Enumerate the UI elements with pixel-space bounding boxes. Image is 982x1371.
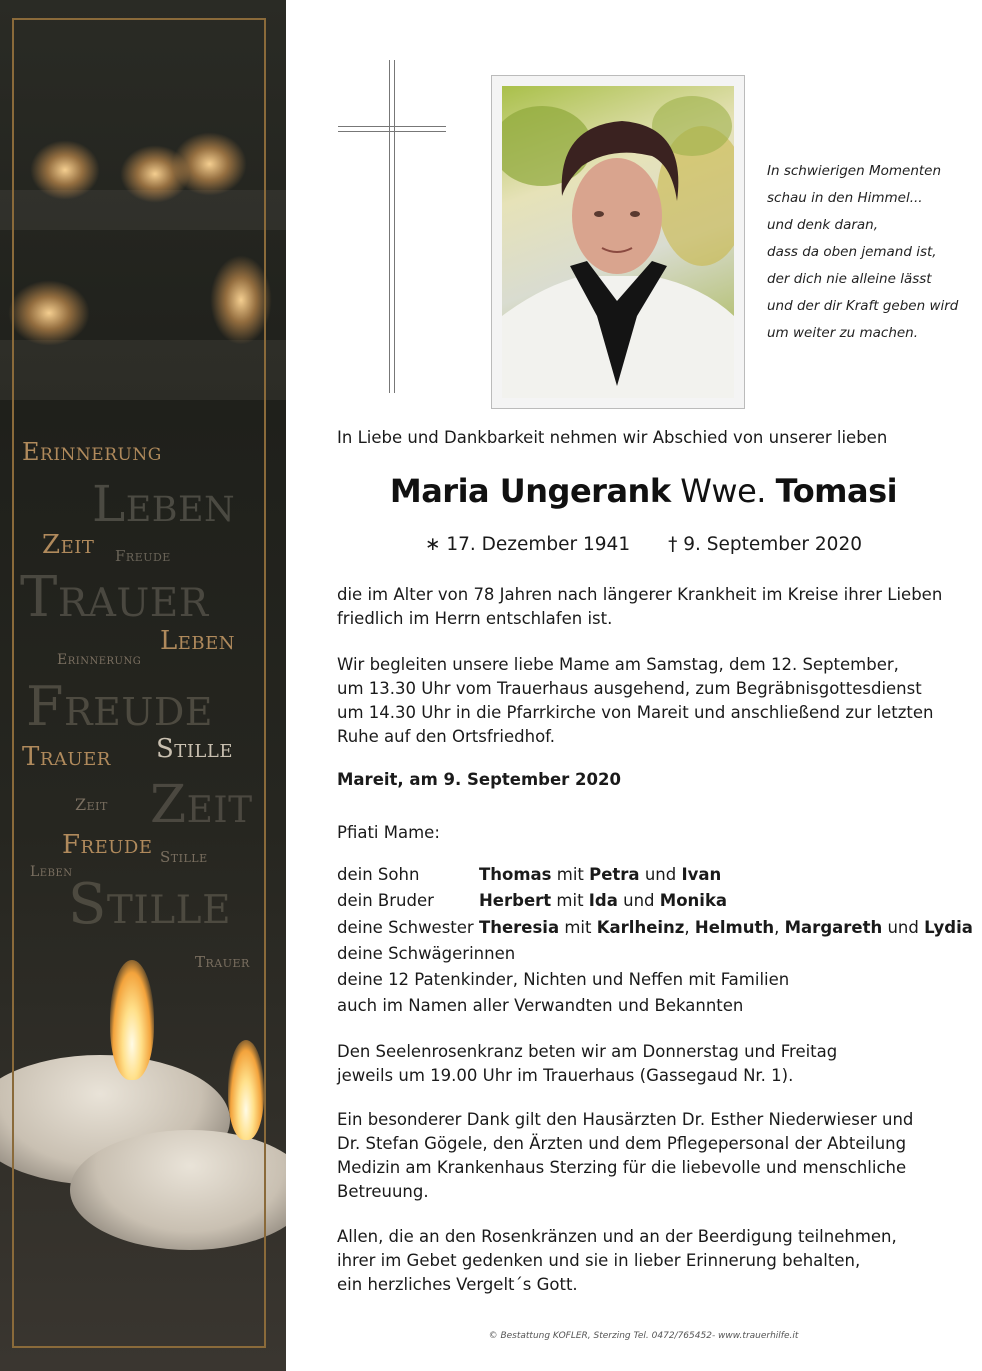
family-line: auch im Namen aller Verwandten und Bekannten [337,996,744,1015]
poem-line: und der dir Kraft geben wird [767,298,959,314]
family-line: deine Schwägerinnen [337,944,516,963]
poem-line: In schwierigen Momenten [767,163,942,179]
collage-word: Stille [68,872,232,937]
name-mid: Wwe. [670,472,776,510]
family-brother: dein Bruder Herbert mit Ida und Monika [337,891,728,910]
text-line: Ein besonderer Dank gilt den Hausärzten Dr. Esther Niederwieser und [337,1110,914,1129]
candle-side-panel [0,0,286,1371]
text-line: Betreuung. [337,1182,429,1201]
collage-word: Stille [160,848,208,866]
collage-word: Leben [30,864,73,880]
life-dates [337,532,950,558]
collage-word: Zeit [150,775,253,835]
family-line: deine 12 Patenkinder, Nichten und Neffen mit Familien [337,970,790,989]
collage-word: Zeit [75,795,108,814]
collage-word: Trauer [22,742,111,772]
collage-word: Leben [160,626,236,656]
poem-line: dass da oben jemand ist, [767,244,937,260]
text-line: friedlich im Herrn entschlafen ist. [337,609,613,628]
place-date: Mareit, am 9. September 2020 [337,770,621,789]
deceased-name [337,471,950,511]
text-line: ein herzliches Vergelt´s Gott. [337,1275,578,1294]
paragraph-passing [337,583,942,631]
family-sister: deine Schwester Theresia mit Karlheinz, Helmuth, Margareth und Lydia [337,918,973,937]
collage-word: Leben [92,475,236,533]
collage-word: Zeit [42,530,95,560]
paragraph-rosary [337,1040,837,1088]
birth-date: ∗ 17. Dezember 1941 [424,534,631,555]
collage-word: Trauer [20,565,209,630]
death-date: † 9. September 2020 [668,534,862,555]
text-line: Den Seelenrosenkranz beten wir am Donnerstag und Freitag [337,1042,838,1061]
name-first: Maria Ungerank [389,472,671,510]
collage-word: Freude [115,547,171,565]
collage-word: Trauer [195,953,250,971]
portrait-frame [491,75,745,409]
poem-line: schau in den Himmel... [767,190,923,206]
text-line: ihrer im Gebet gedenken und sie in lieber Erinnerung behalten, [337,1251,861,1270]
text-line: die im Alter von 78 Jahren nach längerer Krankheit im Kreise ihrer Lieben [337,585,943,604]
text-line: Ruhe auf den Ortsfriedhof. [337,727,556,746]
paragraph-funeral [337,653,933,749]
collage-word: Stille [156,734,233,764]
text-line: Dr. Stefan Gögele, den Ärzten und dem Pflegepersonal der Abteilung [337,1134,907,1153]
collage-word: Erinnerung [22,438,162,466]
poem-line: um weiter zu machen. [767,325,919,341]
collage-word: Freude [62,830,153,860]
paragraph-gratitude [337,1225,897,1297]
portrait-illustration [502,86,734,398]
greeting: Pfiati Mame: [337,823,440,842]
footer-credit: © Bestattung KOFLER, Sterzing Tel. 0472/765452- www.trauerhilfe.it [488,1331,799,1341]
text-line: jeweils um 19.00 Uhr im Trauerhaus (Gassegaud Nr. 1). [337,1066,794,1085]
poem [767,158,972,347]
text-line: Medizin am Krankenhaus Sterzing für die liebevolle und menschliche [337,1158,907,1177]
intro-text: In Liebe und Dankbarkeit nehmen wir Abschied von unserer lieben [337,428,888,447]
collage-word: Erinnerung [57,652,142,668]
collage-word: Freude [26,675,214,738]
text-line: um 14.30 Uhr in die Pfarrkirche von Mareit und anschließend zur letzten [337,703,934,722]
poem-line: der dich nie alleine lässt [767,271,932,287]
text-line: Allen, die an den Rosenkränzen und an der Beerdigung teilnehmen, [337,1227,897,1246]
text-line: um 13.30 Uhr vom Trauerhaus ausgehend, zum Begräbnisgottesdienst [337,679,922,698]
name-last: Tomasi [775,472,898,510]
text-line: Wir begleiten unsere liebe Mame am Samstag, dem 12. September, [337,655,899,674]
paragraph-thanks [337,1108,913,1204]
family-son: dein Sohn Thomas mit Petra und Ivan [337,865,722,884]
poem-line: und denk daran, [767,217,879,233]
portrait-photo [502,86,734,398]
